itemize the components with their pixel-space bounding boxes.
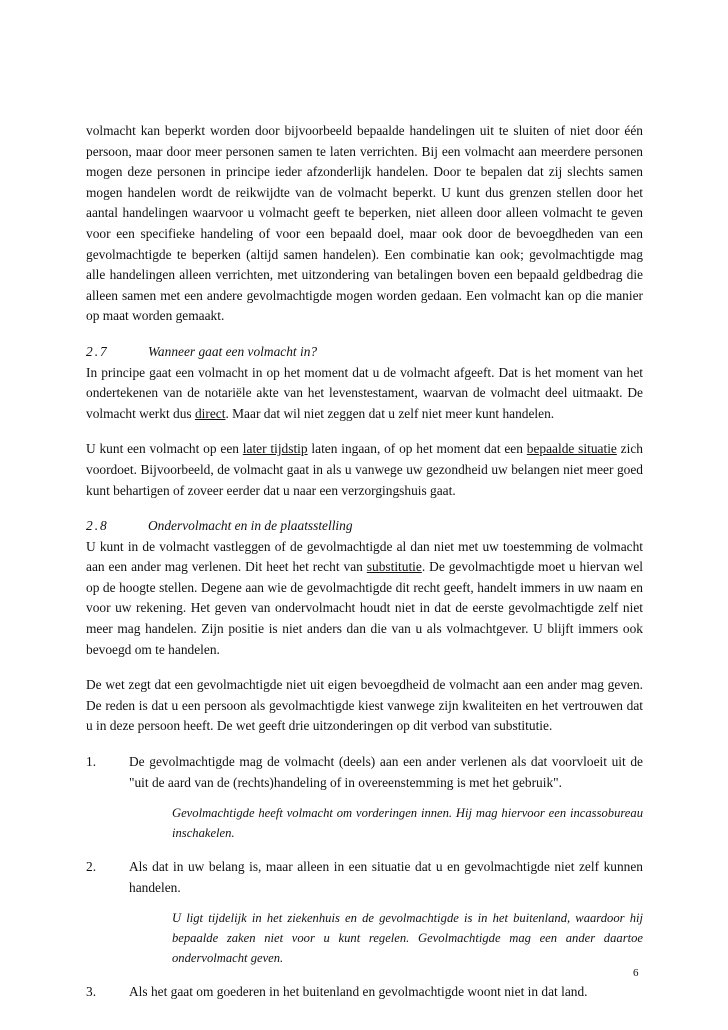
text-run: U kunt in de volmacht vastleggen of de gevolmachtigde al dan niet met uw toestemming de volmacht aan een ander mag verlenen. Dit heet het recht van bbox=[86, 538, 643, 575]
underlined-term: substitutie bbox=[366, 559, 422, 575]
list-item bbox=[86, 857, 643, 898]
text-run: In principe gaat een volmacht in op het moment dat u de volmacht afgeeft. Dat is het moment van het ondertekenen van de notariële akte van het levenstestament, waarvan de volmacht deel uitmaakt. De volmacht werkt dus bbox=[86, 364, 643, 421]
section-title: Ondervolmacht en in de plaatsstelling bbox=[148, 518, 353, 534]
list-text: Als het gaat om goederen in het buitenland en gevolmachtigde woont niet in dat land. bbox=[129, 984, 588, 1000]
section-title: Wanneer gaat een volmacht in? bbox=[148, 343, 318, 359]
page-number: 6 bbox=[633, 967, 639, 979]
list-number: 1. bbox=[86, 754, 97, 770]
section-heading-2-8 bbox=[86, 516, 643, 537]
example-text: U ligt tijdelijk in het ziekenhuis en de gevolmachtigde is in het buitenland, waardoor hij bepaalde zaken niet voor u kunt regelen. Gevolmachtigde mag een ander daartoe ondervolmacht geven. bbox=[172, 911, 643, 966]
list-text: De gevolmachtigde mag de volmacht (deels) aan een ander verlenen als dat voorvloeit uit de "uit de aard van de (rechts)handeling of in overeenstemming is met het gebruik". bbox=[129, 754, 643, 790]
text-run: laten ingaan, of op het moment dat een bbox=[307, 441, 527, 457]
list-item bbox=[86, 752, 643, 793]
paragraph-later-tijdstip bbox=[86, 439, 643, 501]
text-run: U kunt een volmacht op een bbox=[86, 441, 243, 457]
text-run: zich voordoet. Bijvoorbeeld, de volmacht gaat in als u vanwege uw gezondheid uw belangen niet meer goed kunt behartigen of zoveer eerder dat u naar een verzorgingshuis gaat. bbox=[86, 441, 643, 498]
paragraph-ingang-volmacht bbox=[86, 363, 643, 425]
underlined-term: direct bbox=[194, 405, 226, 421]
paragraph-volmacht-beperking: volmacht kan beperkt worden door bijvoorbeeld bepaalde handelingen uit te sluiten of niet door één persoon, maar door meer personen samen te laten verrichten. Bij een volmacht aan meerdere personen mogen deze personen in principe ieder afzonderlijk handelen. Door te bepalen dat zij slechts samen mogen handelen wordt de reikwijdte van de volmacht beperkt. U kunt dus grenzen stellen door het aantal handelingen waarvoor u volmacht geeft te beperken, niet alleen door alleen volmacht te geven voor een specifieke handeling of voor een bepaald doel, maar ook door de bevoegdheden van een gevolmachtigde te beperken (altijd samen handelen). Een combinatie kan ook; gevolmachtigde mag alle handelingen alleen verrichten, met uitzondering van betalingen boven een bepaald geldbedrag die alleen samen met een andere gevolmachtigde mogen worden gedaan. Een volmacht kan op die manier op maat worden gemaakt. bbox=[86, 123, 643, 324]
list-text: Als dat in uw belang is, maar alleen in een situatie dat u en gevolmachtigde niet zelf kunnen handelen. bbox=[129, 859, 643, 895]
text-run: . De gevolmachtigde moet u hiervan wel op de hoogte stellen. Degene aan wie de gevolmachtigde dit recht geeft, handelt immers in uw naam en voor uw rekening. Het geven van ondervolmacht houdt niet in dat de eerste gevolmachtigde zelf niet meer mag handelen. Zijn positie is niet anders dan die van u als volmachtgever. U blijft immers ook bevoegd om te handelen. bbox=[86, 559, 643, 657]
list-item bbox=[86, 982, 643, 1003]
paragraph-substitutie bbox=[86, 537, 643, 661]
text-run: . Maar dat wil niet zeggen dat u zelf niet meer kunt handelen. bbox=[225, 405, 555, 421]
underlined-term: bepaalde situatie bbox=[526, 441, 617, 457]
section-heading-2-7 bbox=[86, 342, 643, 363]
section-number: 2.8 bbox=[86, 518, 109, 534]
example-text: Gevolmachtigde heeft volmacht om vorderingen innen. Hij mag hiervoor een incassobureau inschakelen. bbox=[172, 806, 643, 841]
underlined-term: later tijdstip bbox=[242, 441, 308, 457]
list-number: 2. bbox=[86, 859, 97, 875]
page-content bbox=[86, 121, 643, 1003]
section-number: 2.7 bbox=[86, 343, 109, 359]
list-number: 3. bbox=[86, 984, 97, 1000]
paragraph-wet-verbod: De wet zegt dat een gevolmachtigde niet uit eigen bevoegdheid de volmacht aan een ander mag geven. De reden is dat u een persoon als gevolmachtigde kiest vanwege zijn kwaliteiten en het vertrouwen dat u in deze persoon heeft. De wet geeft drie uitzonderingen op dit verbod van substitutie. bbox=[86, 677, 643, 734]
